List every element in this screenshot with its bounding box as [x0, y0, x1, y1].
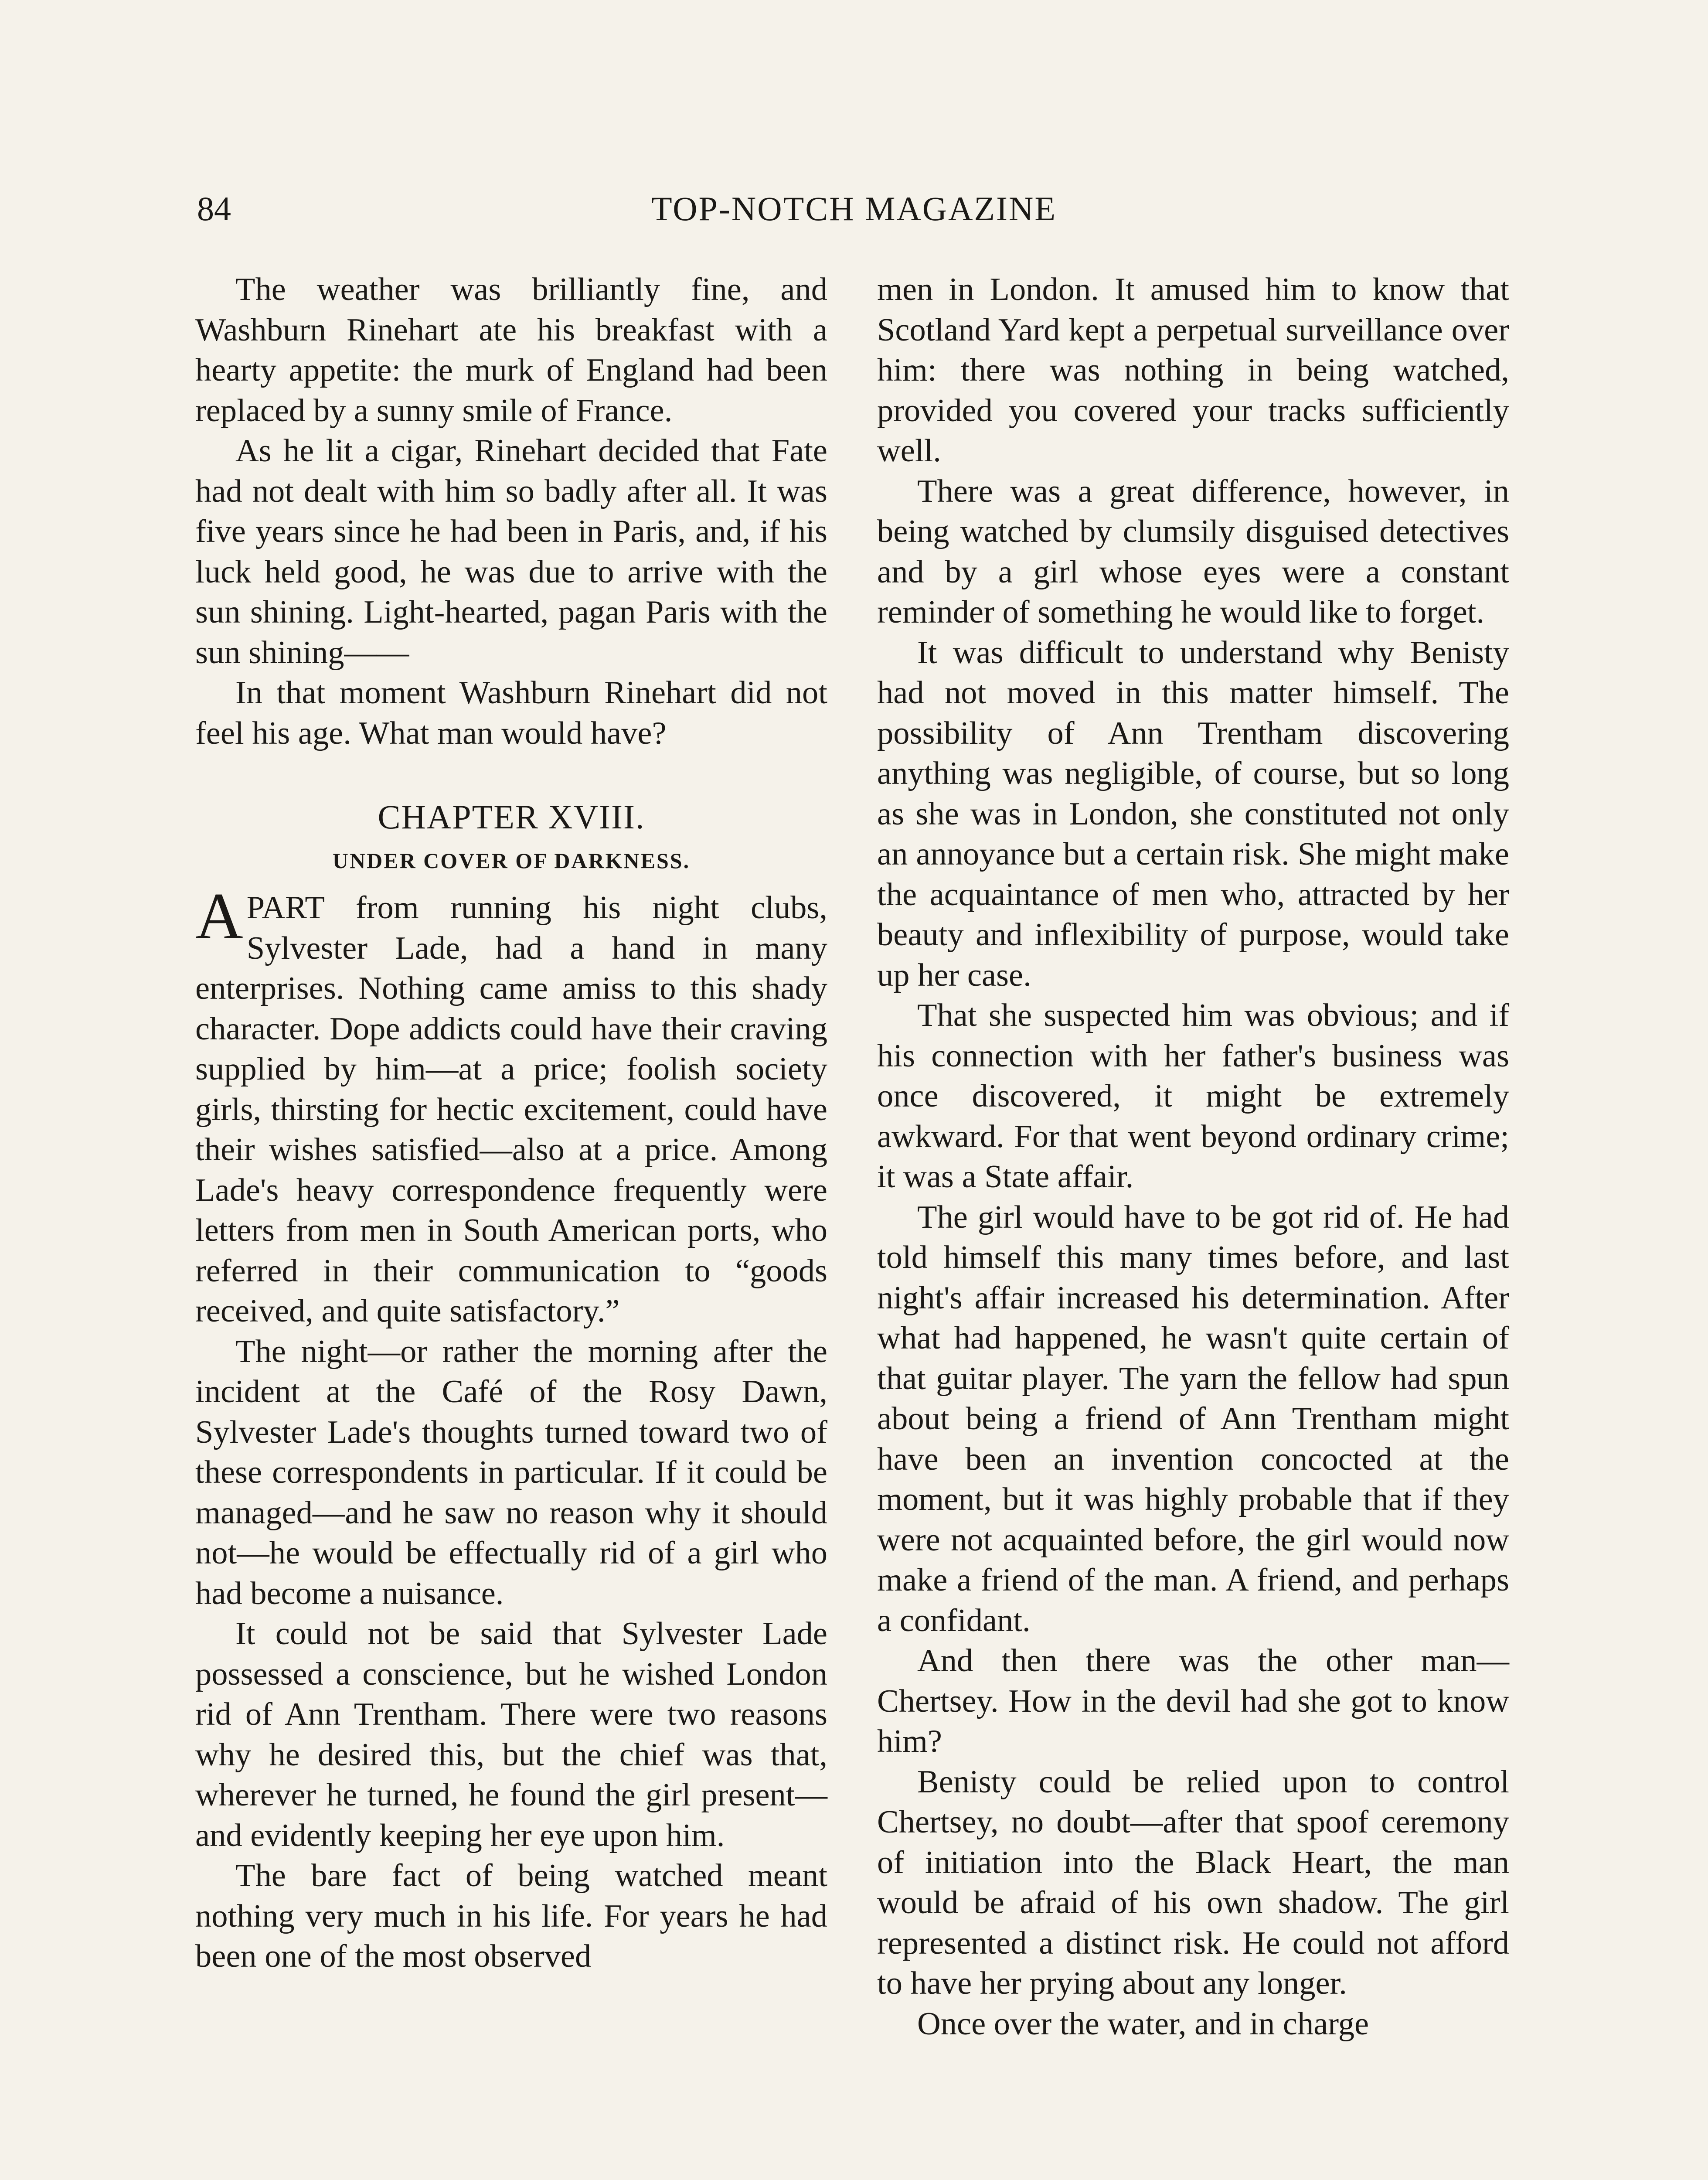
drop-cap: A: [195, 879, 243, 953]
paragraph: The night—or rather the morning after the incident at the Café of the Rosy Dawn, Sylvester Lade's thoughts turned toward two of these correspondents in particular. If it could be managed—and he saw no reason why it should not—he would be effectually rid of a girl who had become a nuisance.: [195, 1333, 827, 1611]
running-head: TOP-NOTCH MAGAZINE: [651, 190, 1057, 228]
chapter-subtitle: UNDER COVER OF DARKNESS.: [332, 848, 691, 873]
paragraph: As he lit a cigar, Rinehart decided that Fate had not dealt with him so badly after all. It was five years since he had been in Paris, and, if his luck held good, he was due to arrive with the sun shining. Light-hearted, pagan Paris with the sun shining——: [195, 433, 827, 671]
paragraph: That she suspected him was obvious; and if his connection with her father's business was once discovered, it might be extremely awkward. For that went beyond ordinary crime; it was a State affair.: [877, 998, 1509, 1195]
paragraph: There was a great difference, however, in being watched by clumsily disguised detectives and by a girl whose eyes were a constant reminder of something he would like to forget.: [877, 473, 1509, 630]
paragraph: It was difficult to understand why Benisty had not moved in this matter himself. The possibility of Ann Trentham discovering anything was negligible, of course, but so long as she was in London, she constituted not only an annoyance but a certain risk. She might make the acquaintance of men who, attracted by her beauty and inflexibility of purpose, would take up her case.: [877, 634, 1509, 993]
paragraph: In that moment Washburn Rinehart did not feel his age. What man would have?: [195, 675, 827, 751]
paragraph: It could not be said that Sylvester Lade possessed a conscience, but he wished London rid of Ann Trentham. There were two reasons why he desired this, but the chief was that, wherever he turned, he found the girl present—and evidently keeping her eye upon him.: [195, 1616, 827, 1853]
paragraph: Once over the water, and in charge: [917, 2006, 1369, 2042]
opening-text: PART from running his night clubs, Sylvester Lade, had a hand in many enterprises. Nothing came amiss to this shady character. Dope addicts could have their craving supplied by him—at a price; foolish society girls, thirsting for hectic excitement, could have their wishes satisfied—also at a price. Among Lade's heavy correspondence frequently were letters from men in South American ports, who referred in their communication to “goods received, and quite satisfactory.”: [195, 890, 827, 1329]
chapter-opening-paragraph: [195, 879, 827, 1332]
paragraph: Benisty could be relied upon to control Chertsey, no doubt—after that spoof ceremony of initiation into the Black Heart, the man would be afraid of his own shadow. The girl represented a distinct risk. He could not afford to have her prying about any longer.: [877, 1764, 1509, 2001]
page-number: 84: [197, 190, 231, 228]
left-column: [195, 269, 827, 1977]
paragraph: The girl would have to be got rid of. He had told himself this many times before, and last night's affair increased his determination. After what had happened, he wasn't quite certain of that guitar player. The yarn the fellow had spun about being a friend of Ann Trentham might have been an invention concocted at the moment, but it was highly probable that if they were not acquainted before, the girl would now make a friend of the man. A friend, and perhaps a confidant.: [877, 1199, 1509, 1638]
paragraph: The weather was brilliantly fine, and Washburn Rinehart ate his breakfast with a hearty appetite: the murk of England had been replaced by a sunny smile of France.: [195, 272, 827, 429]
continuation-paragraph: men in London. It amused him to know that Scotland Yard kept a perpetual surveillance over him: there was nothing in being watched, provided you covered your tracks sufficiently well.: [877, 272, 1509, 469]
paragraph: And then there was the other man—Chertsey. How in the devil had she got to know him?: [877, 1643, 1509, 1759]
chapter-title: CHAPTER XVIII.: [378, 798, 645, 836]
right-column: [877, 269, 1509, 2044]
paragraph: The bare fact of being watched meant nothing very much in his life. For years he had been one of the most observed: [195, 1858, 827, 1974]
